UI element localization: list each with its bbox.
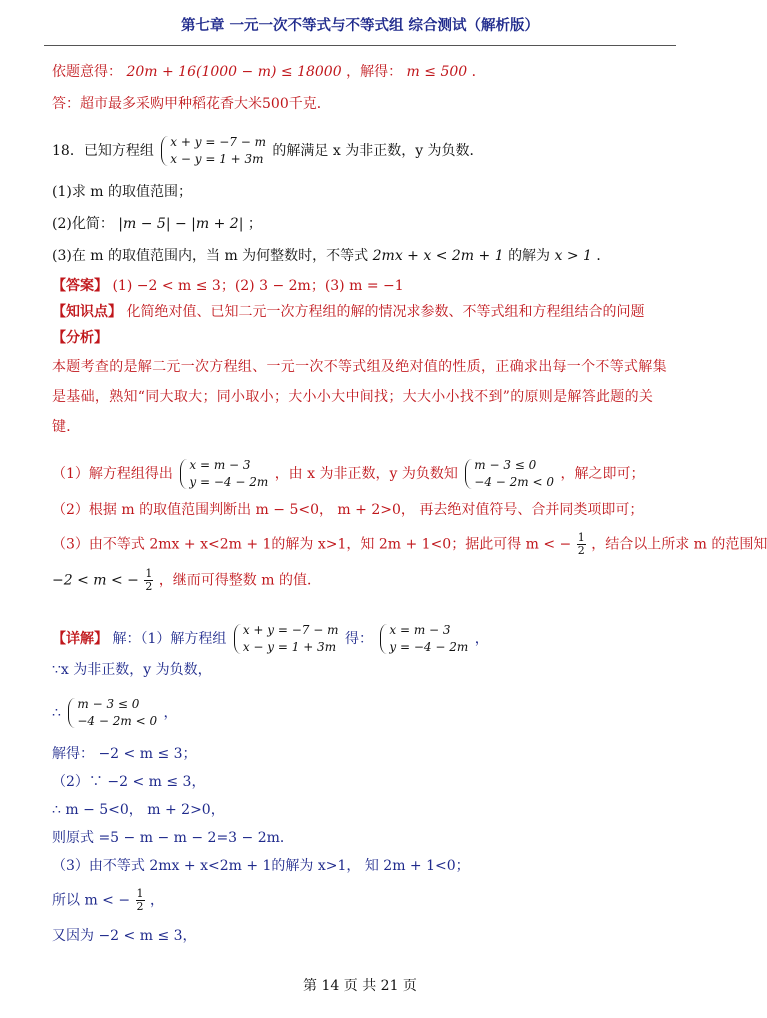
line-answer: 答：超市最多采购甲种稻花香大米500千克． — [52, 96, 331, 112]
text: ，解之即可； — [560, 466, 645, 482]
math: 2mx + x < 2m + 1 — [372, 248, 504, 264]
text: (3)在 m 的取值范围内，当 m 为何整数时，不等式 — [52, 248, 369, 264]
text: 18．已知方程组 — [52, 143, 154, 159]
fraction — [144, 568, 153, 593]
inequality: −4 − 2m < 0 — [474, 475, 555, 489]
detail-step: （3）由不等式 2mx + x<2m + 1的解为 x>1， 知 2m + 1<0； — [52, 858, 470, 874]
text: ； — [247, 216, 262, 232]
part-1: (1)求 m 的取值范围； — [52, 184, 193, 200]
text: ，由 x 为非正数，y 为负数知 — [274, 466, 458, 482]
fraction — [577, 532, 586, 557]
part-3 — [52, 246, 672, 266]
header-rule — [44, 45, 676, 46]
detail-step: ∴ m − 5<0， m + 2>0， — [52, 802, 225, 818]
analysis-step-3 — [52, 531, 767, 557]
text: 的解满足 x 为非正数，y 为负数． — [272, 143, 484, 159]
analysis-step-1 — [52, 457, 672, 491]
question-18 — [52, 134, 672, 168]
answer-body: (1) −2 < m ≤ 3；(2) 3 − 2m；(3) m = −1 — [112, 278, 404, 294]
text: ∴ — [52, 705, 61, 721]
equation-system — [160, 134, 266, 168]
detail-step: 又因为 −2 < m ≤ 3， — [52, 928, 197, 944]
equation: x + y = −7 − m — [242, 623, 339, 637]
answer-line — [52, 276, 672, 296]
math: −2 < m < − — [52, 572, 139, 589]
math: 20m + 16(1000 − m) ≤ 18000 — [126, 64, 342, 80]
page-footer: 第 14 页 共 21 页 — [303, 978, 417, 994]
part-2 — [52, 214, 672, 234]
text: ． — [471, 64, 486, 80]
denominator: 2 — [136, 900, 144, 913]
equation-system — [233, 622, 339, 656]
detail-step: ∵x 为非正数，y 为负数， — [52, 662, 212, 678]
detail-step: 解得： −2 < m ≤ 3； — [52, 746, 197, 762]
numerator: 1 — [577, 531, 585, 544]
text: 依题意得： — [52, 64, 122, 80]
knowledge-tag: 【知识点】 — [52, 304, 122, 320]
line-condition — [52, 62, 672, 82]
equation-system — [379, 622, 468, 656]
inequality: −4 − 2m < 0 — [77, 714, 158, 728]
equation: y = −4 − 2m — [389, 640, 469, 654]
text: ，继而可得整数 m 的值． — [158, 572, 321, 589]
numerator: 1 — [145, 567, 153, 580]
math: |m − 5| − |m + 2| — [118, 216, 244, 232]
equation-system — [179, 457, 268, 491]
text: ， — [474, 631, 489, 647]
detail-tag: 【详解】 — [52, 631, 108, 647]
text: (2)化简： — [52, 216, 114, 232]
numerator: 1 — [136, 887, 144, 900]
denominator: 2 — [577, 544, 585, 557]
knowledge-line — [52, 302, 672, 322]
inequality: m − 3 ≤ 0 — [474, 458, 537, 472]
inequality-system — [464, 457, 554, 491]
equation: x − y = 1 + 3m — [242, 640, 337, 654]
detail-step: （2）∵ −2 < m ≤ 3， — [52, 774, 206, 790]
fraction — [136, 888, 145, 913]
text: ， — [150, 892, 164, 909]
text: ． — [596, 248, 611, 264]
text: ， — [163, 705, 178, 721]
equation: x = m − 3 — [389, 623, 451, 637]
detail-step: 则原式 =5 − m − m − 2=3 − 2m． — [52, 830, 294, 846]
inequality: m − 3 ≤ 0 — [77, 697, 140, 711]
equation: y = −4 − 2m — [189, 475, 269, 489]
analysis-tag: 【分析】 — [52, 330, 108, 346]
knowledge-body: 化简绝对值、已知二元一次方程组的解的情况求参数、不等式组和方程组结合的问题 — [126, 304, 645, 320]
inequality-system — [67, 696, 157, 730]
text: ，解得： — [346, 64, 403, 80]
text: （1）解方程组得出 — [52, 466, 173, 482]
math: m ≤ 500 — [406, 64, 468, 80]
equation: x − y = 1 + 3m — [170, 152, 264, 166]
detail-line — [52, 622, 672, 656]
analysis-step-3b — [52, 568, 672, 593]
text: 的解为 — [508, 248, 551, 264]
text: ，结合以上所求 m 的范围知 — [591, 536, 767, 553]
math: x > 1 — [554, 248, 592, 264]
text: 得： — [344, 631, 373, 647]
equation: x + y = −7 − m — [170, 135, 266, 149]
denominator: 2 — [145, 580, 153, 593]
page-header: 第七章 一元一次不等式与不等式组 综合测试（解析版） — [180, 18, 540, 34]
detail-step — [52, 696, 672, 730]
answer-tag: 【答案】 — [52, 278, 108, 294]
text: 所以 m < − — [52, 892, 131, 909]
text: （3）由不等式 2mx + x<2m + 1的解为 x>1，知 2m + 1<0；据此可得 m < − — [52, 536, 572, 553]
analysis-step-2: （2）根据 m 的取值范围判断出 m − 5<0， m + 2>0， 再去绝对值符号、合并同类项即可； — [52, 502, 644, 518]
text: 解：（1）解方程组 — [112, 631, 227, 647]
analysis-paragraph: 本题考查的是解二元一次方程组、一元一次不等式组及绝对值的性质，正确求出每一个不等式解集是基础，熟知“同大取大；同小取小；大小小大中间找；大大小小找不到”的原则是解答此题的关键． — [52, 359, 667, 435]
detail-step — [52, 888, 672, 913]
equation: x = m − 3 — [189, 458, 251, 472]
